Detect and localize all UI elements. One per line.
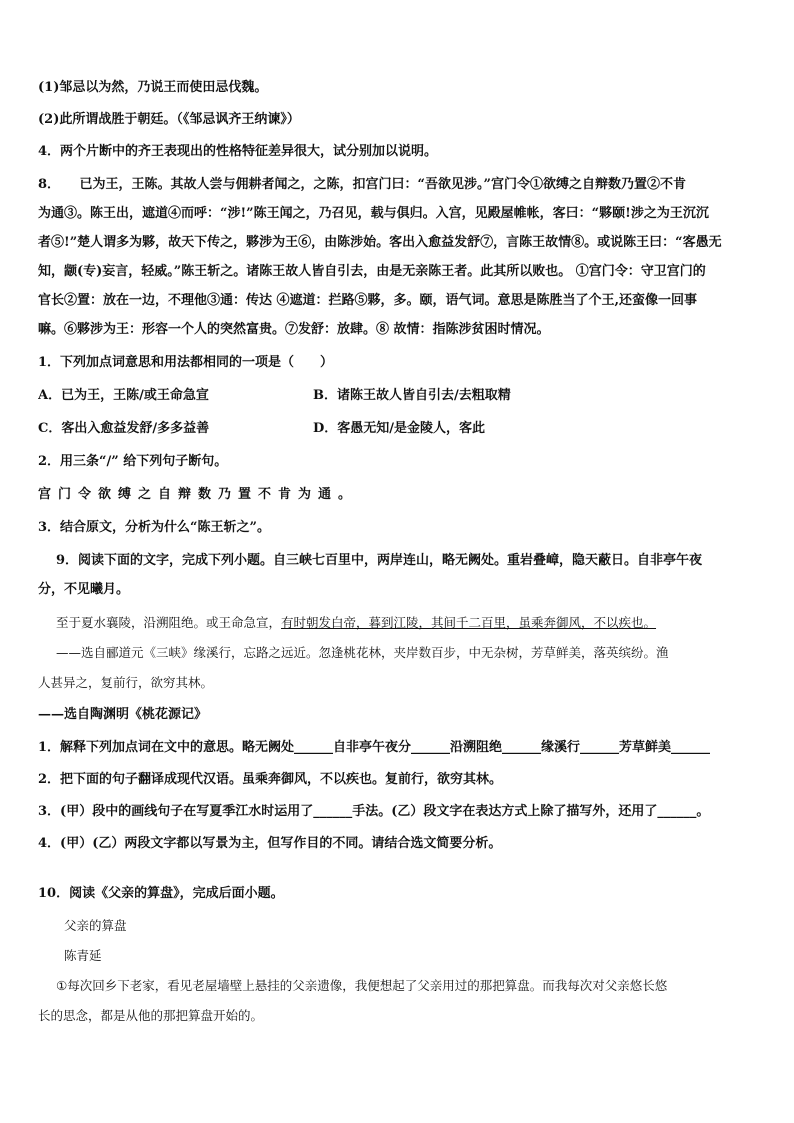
passage-jia <box>56 613 756 633</box>
subquestion-2: 2．用三条“/” 给下列句子断句。 <box>38 454 228 469</box>
text-line: 官长②置：放在一边，不理他③通：传达 ④遮道：拦路⑤夥，多。颐，语气词。意思是陈胜当了个王,还蛮像一回事 <box>38 293 698 308</box>
subquestion-2: 2．把下面的句子翻译成现代汉语。虽乘奔御风，不以疾也。复前行，欲穷其林。 <box>38 772 503 787</box>
subquestion-1: 1．解释下列加点词在文中的意思。略无阙处______自非亭午夜分______沿溯阻绝______缘溪行______芳草鲜美______ <box>38 740 711 755</box>
subquestion-4: 4．(甲）(乙）两段文字都以写景为主，但写作目的不同。请结合选文简要分析。 <box>38 836 502 851</box>
text-line: 为通③。陈王出，遮道④而呼：“涉!”陈王闻之，乃召见，载与俱归。入宫，见殿屋帷帐，客曰：“夥颐!涉之为王沉沉 <box>38 206 709 221</box>
question-4: 4．两个片断中的齐王表现出的性格特征差异很大，试分别加以说明。 <box>38 144 438 159</box>
source-attribution: ——选自陶渊明《桃花源记》 <box>38 707 208 722</box>
text-line: (1)邹忌以为然，乃说王而使田忌伐魏。 <box>38 80 268 95</box>
subquestion-3: 3．(甲）段中的画线句子在写夏季江水时运用了______手法。(乙）段文字在表达方式上除了描写外，还用了______。 <box>38 804 710 819</box>
subquestion-1: 1．下列加点词意思和用法都相同的一项是（ ） <box>38 355 334 370</box>
question-9-passage: 9．阅读下面的文字，完成下列小题。自三峡七百里中，两岸连山，略无阙处。重岩叠嶂，隐天蔽日。自非亭午夜 <box>56 553 703 568</box>
text-line: 者⑤!”楚人谓多为夥，故天下传之，夥涉为王⑥，由陈涉始。客出入愈益发舒⑦，言陈王故情⑧。或说陈王曰：“客愚无 <box>38 235 722 250</box>
passage-yi: ——选自郦道元《三峡》缘溪行，忘路之远近。忽逢桃花林，夹岸数百步，中无杂树，芳草鲜美，落英缤纷。渔 <box>56 645 669 660</box>
underlined-sentence: 有时朝发白帝，暮到江陵，其间千二百里，虽乘奔御风，不以疾也。 <box>281 615 657 630</box>
text-line: 知，颛(专)妄言，轻威。”陈王斩之。诸陈王故人皆自引去，由是无亲陈王者。此其所以败也。 ①宫门令：守卫宫门的 <box>38 264 706 279</box>
subquestion-3: 3．结合原文，分析为什么“陈王斩之”。 <box>38 520 271 535</box>
option-row <box>38 386 756 406</box>
question-10: 10．阅读《父亲的算盘》，完成后面小题。 <box>38 886 284 901</box>
text-line: 人甚异之，复前行，欲穷其林。 <box>38 675 214 690</box>
option-a: A．已为王，王陈/或王命急宣 <box>38 388 209 403</box>
text-line: (2)此所谓战胜于朝廷。（《邹忌讽齐王纳谏》） <box>38 112 300 127</box>
article-author: 陈青延 <box>64 948 102 963</box>
option-row <box>38 419 756 439</box>
option-b: B．诸陈王故人皆自引去/去粗取精 <box>313 388 511 403</box>
option-d: D．客愚无知/是金陵人，客此 <box>313 421 486 436</box>
text-line: 长的思念，都是从他的那把算盘开始的。 <box>38 1008 264 1023</box>
option-c: C．客出入愈益发舒/多多益善 <box>38 421 210 436</box>
question-8-passage: 8． 已为王，王陈。其故人尝与佣耕者闻之，之陈，扣宫门曰：“吾欲见涉。”宫门令①欲缚之自辩数乃置②不肯 <box>38 177 687 192</box>
sentence-to-punctuate: 宫门令欲缚之自辩数乃置不肯为通。 <box>38 487 359 502</box>
text-line: 嘛。⑥夥涉为王：形容一个人的突然富贵。⑦发舒：放肆。⑧ 故情：指陈涉贫困时情况。 <box>38 322 550 337</box>
article-title: 父亲的算盘 <box>64 918 127 933</box>
text-span: 至于夏水襄陵，沿溯阻绝。或王命急宣， <box>56 615 282 630</box>
article-paragraph: ①每次回乡下老家，看见老屋墙壁上悬挂的父亲遗像，我便想起了父亲用过的那把算盘。而我每次对父亲悠长悠 <box>56 978 668 993</box>
text-line: 分，不见曦月。 <box>38 582 130 597</box>
